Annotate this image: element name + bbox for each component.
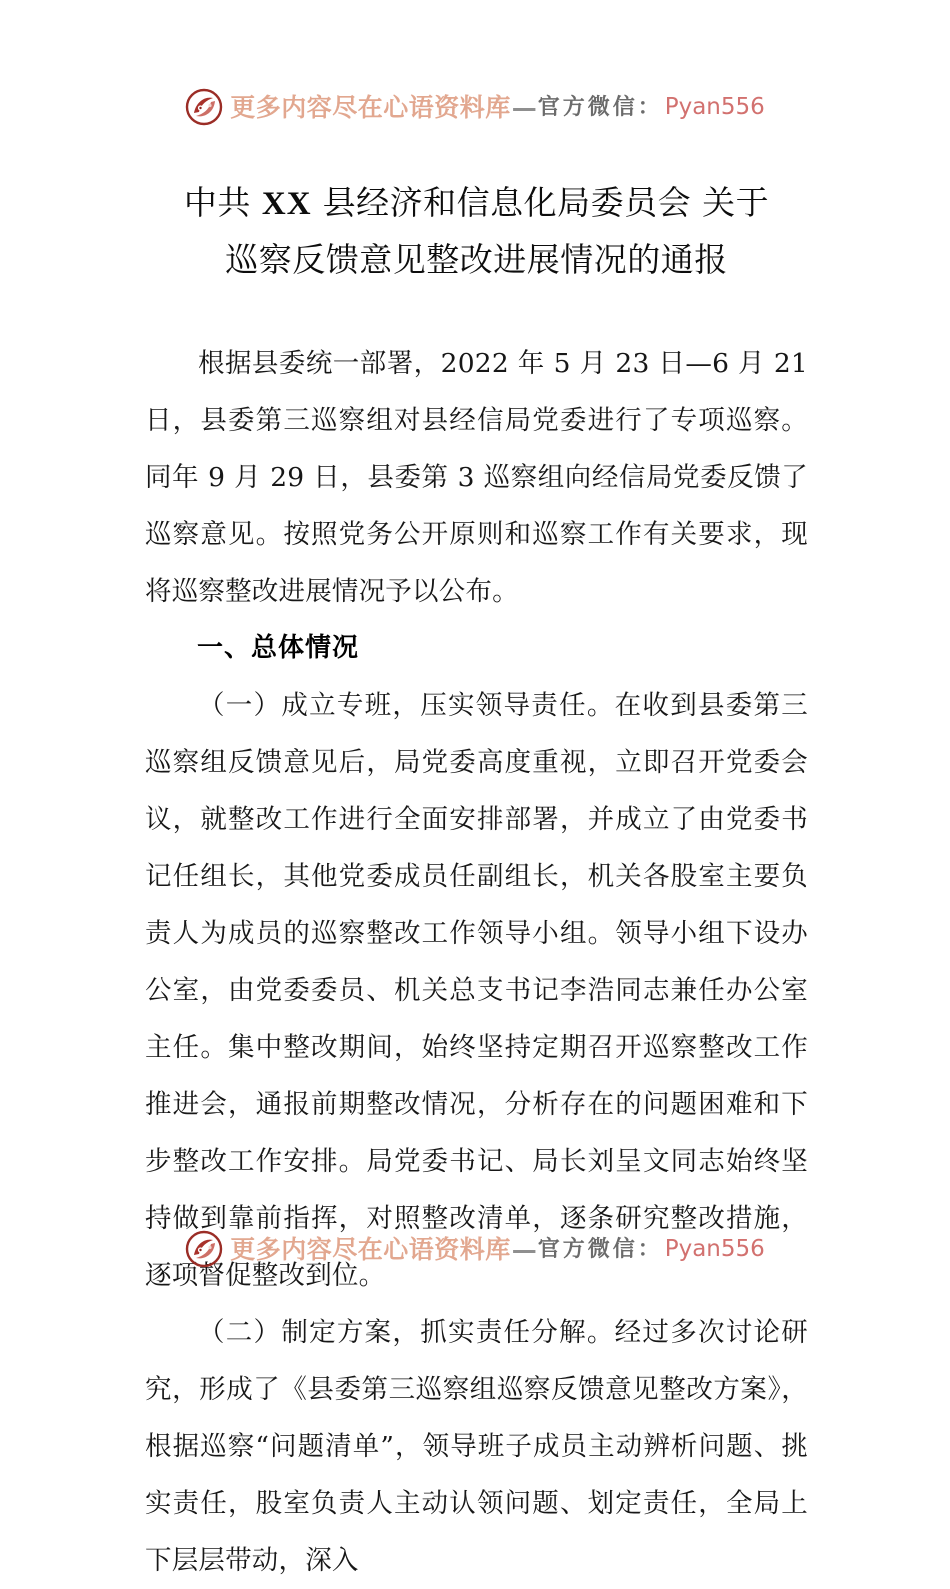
page-title-prefix: 中共	[183, 183, 262, 222]
watermark-text: 更多内容尽在心语资料库	[230, 92, 511, 122]
title-body-spacer	[145, 287, 808, 335]
page-title-line-1	[184, 183, 769, 222]
watermark-dash: —	[511, 1234, 537, 1264]
page-title-line-2: 巡察反馈意见整改进展情况的通报	[225, 240, 728, 279]
page-title-suffix: 县经济和信息化局委员会 关于	[311, 183, 770, 222]
watermark-wechat-label: 官方微信：	[537, 1236, 663, 1262]
watermark-dash: —	[511, 92, 537, 122]
paragraph-item-1-2: （二）制定方案，抓实责任分解。经过多次讨论研究，形成了《县委第三巡察组巡察反馈意见整改方案》，根据巡察“问题清单”，领导班子成员主动辨析问题、挑实责任，股室负责人主动认领问题、划定责任，全局上下层层带动，深入	[145, 1317, 808, 1576]
page-title-xx-placeholder: XX	[261, 186, 312, 222]
document-body	[145, 175, 808, 1589]
section-heading-overall-situation: 一、总体情况	[197, 633, 360, 663]
circular-seal-logo-icon	[185, 88, 223, 126]
watermark-wechat-id: Pyan556	[664, 1235, 765, 1262]
header-watermark	[0, 88, 950, 126]
watermark-wechat-label: 官方微信：	[537, 94, 663, 120]
watermark-wechat-id: Pyan556	[664, 93, 765, 120]
watermark-text: 更多内容尽在心语资料库	[230, 1234, 511, 1264]
paragraph-item-1-1: （一）成立专班，压实领导责任。在收到县委第三巡察组反馈意见后，局党委高度重视，立即召开党委会议，就整改工作进行全面安排部署，并成立了由党委书记任组长，其他党委成员任副组长，机关各股室主要负责人为成员的巡察整改工作领导小组。领导小组下设办公室，由党委委员、机关总支书记李浩同志兼任办公室主任。集中整改期间，始终坚持定期召开巡察整改工作推进会，通报前期整改情况，分析存在的问题困难和下步整改工作安排。局党委书记、局长刘呈文同志始终坚持做到靠前指挥，对照整改清单，逐条研究整改措施，逐项督促整改到位。	[145, 690, 808, 1291]
paragraph-intro: 根据县委统一部署，2022 年 5 月 23 日—6 月 21 日，县委第三巡察组对县经信局党委进行了专项巡察。同年 9 月 29 日，县委第 3 巡察组向经信局党委反馈了巡察意见。按照党务公开原则和巡察工作有关要求，现将巡察整改进展情况予以公布。	[145, 348, 808, 607]
footer-watermark	[0, 1230, 950, 1268]
page-title	[145, 175, 808, 287]
circular-seal-logo-icon	[185, 1230, 223, 1268]
